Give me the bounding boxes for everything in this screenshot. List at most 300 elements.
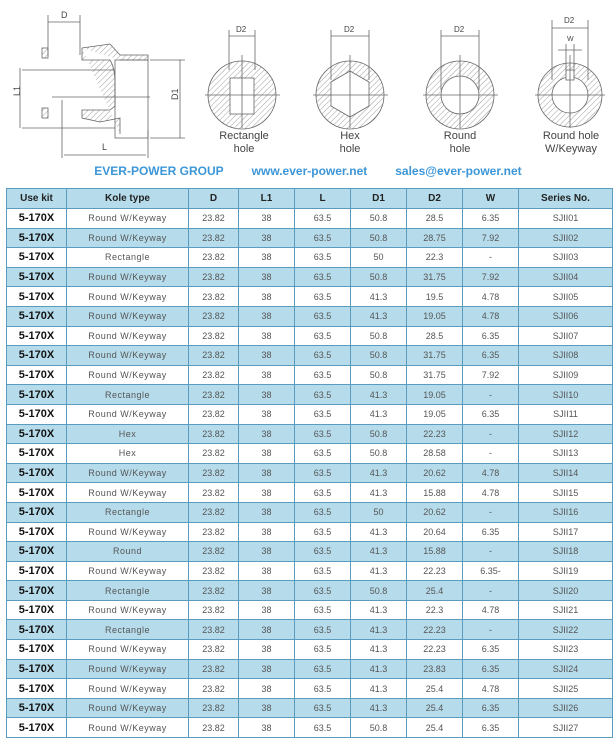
cell-d: 23.82	[189, 640, 239, 660]
cell-w: 6.35	[463, 209, 519, 229]
cell-w: -	[463, 542, 519, 562]
table-row	[7, 679, 613, 699]
cell-series-no: SJII24	[519, 659, 613, 679]
cell-w: 6.35	[463, 404, 519, 424]
cell-use-kit: 5-170X	[7, 502, 67, 522]
cell-kole-type: Round W/Keyway	[67, 679, 189, 699]
cell-use-kit: 5-170X	[7, 228, 67, 248]
table-row	[7, 600, 613, 620]
cell-kole-type: Rectangle	[67, 581, 189, 601]
cell-d1: 41.3	[351, 542, 407, 562]
cell-use-kit: 5-170X	[7, 698, 67, 718]
cell-series-no: SJII20	[519, 581, 613, 601]
cell-d: 23.82	[189, 679, 239, 699]
cell-l: 63.5	[295, 640, 351, 660]
cell-d2: 22.3	[407, 600, 463, 620]
cell-l1: 38	[239, 698, 295, 718]
cell-l1: 38	[239, 287, 295, 307]
cell-l1: 38	[239, 640, 295, 660]
cell-d: 23.82	[189, 228, 239, 248]
dim-label-l: L	[102, 142, 108, 152]
cell-d1: 41.3	[351, 385, 407, 405]
cell-d1: 41.3	[351, 463, 407, 483]
cell-use-kit: 5-170X	[7, 444, 67, 464]
cell-d: 23.82	[189, 209, 239, 229]
cell-l: 63.5	[295, 248, 351, 268]
hole-type-label: hole	[339, 143, 361, 155]
cell-l1: 38	[239, 502, 295, 522]
cell-use-kit: 5-170X	[7, 522, 67, 542]
cell-l: 63.5	[295, 581, 351, 601]
cell-w: -	[463, 581, 519, 601]
cell-w: -	[463, 620, 519, 640]
table-row	[7, 483, 613, 503]
cell-l: 63.5	[295, 424, 351, 444]
cell-d2: 28.58	[407, 444, 463, 464]
watermark-email: sales@ever-power.net	[395, 164, 522, 178]
dim-label-d2: D2	[564, 16, 575, 25]
cell-d2: 25.4	[407, 581, 463, 601]
cell-d2: 28.5	[407, 209, 463, 229]
column-header-kole-type: Kole type	[67, 189, 189, 209]
cell-kole-type: Round W/Keyway	[67, 287, 189, 307]
cell-series-no: SJII27	[519, 718, 613, 738]
cell-l1: 38	[239, 326, 295, 346]
cell-kole-type: Round W/Keyway	[67, 326, 189, 346]
table-row	[7, 385, 613, 405]
cell-use-kit: 5-170X	[7, 404, 67, 424]
cell-d2: 25.4	[407, 698, 463, 718]
cell-d1: 50	[351, 248, 407, 268]
column-header-w: W	[463, 189, 519, 209]
cell-series-no: SJII25	[519, 679, 613, 699]
hole-type-label: Hex	[340, 130, 360, 142]
round-hole-diagram	[423, 30, 498, 129]
cell-d: 23.82	[189, 424, 239, 444]
cell-l1: 38	[239, 561, 295, 581]
cell-l1: 38	[239, 346, 295, 366]
cell-series-no: SJII22	[519, 620, 613, 640]
cell-d1: 41.3	[351, 640, 407, 660]
cell-kole-type: Hex	[67, 424, 189, 444]
cell-kole-type: Round	[67, 542, 189, 562]
hex-hole-diagram	[313, 30, 388, 129]
cell-l: 63.5	[295, 326, 351, 346]
cell-use-kit: 5-170X	[7, 483, 67, 503]
table-row	[7, 718, 613, 738]
cell-use-kit: 5-170X	[7, 542, 67, 562]
column-header-l: L	[295, 189, 351, 209]
dim-label-l1: L1	[12, 85, 22, 96]
cell-kole-type: Round W/Keyway	[67, 522, 189, 542]
cell-series-no: SJII14	[519, 463, 613, 483]
cell-series-no: SJII26	[519, 698, 613, 718]
cell-use-kit: 5-170X	[7, 620, 67, 640]
cell-l1: 38	[239, 542, 295, 562]
cell-kole-type: Round W/Keyway	[67, 600, 189, 620]
cell-d1: 50.8	[351, 424, 407, 444]
cell-w: 6.35	[463, 640, 519, 660]
cell-kole-type: Rectangle	[67, 248, 189, 268]
cell-d2: 25.4	[407, 718, 463, 738]
cell-use-kit: 5-170X	[7, 640, 67, 660]
cell-series-no: SJII23	[519, 640, 613, 660]
table-row	[7, 561, 613, 581]
cell-d2: 22.23	[407, 424, 463, 444]
column-header-d2: D2	[407, 189, 463, 209]
cell-d1: 41.3	[351, 522, 407, 542]
cell-kole-type: Round W/Keyway	[67, 659, 189, 679]
table-row	[7, 267, 613, 287]
cell-use-kit: 5-170X	[7, 385, 67, 405]
cell-d1: 41.3	[351, 483, 407, 503]
cell-d1: 50.8	[351, 581, 407, 601]
hole-type-label: Round hole	[542, 130, 600, 142]
cell-series-no: SJII18	[519, 542, 613, 562]
cell-series-no: SJII02	[519, 228, 613, 248]
cell-w: 7.92	[463, 365, 519, 385]
dim-label-w: W	[567, 36, 574, 43]
cell-d1: 41.3	[351, 561, 407, 581]
cell-d1: 41.3	[351, 679, 407, 699]
cell-w: 4.78	[463, 287, 519, 307]
cell-kole-type: Round W/Keyway	[67, 718, 189, 738]
table-row	[7, 463, 613, 483]
table-row	[7, 306, 613, 326]
cell-series-no: SJII06	[519, 306, 613, 326]
table-row	[7, 581, 613, 601]
cell-use-kit: 5-170X	[7, 287, 67, 307]
table-row	[7, 424, 613, 444]
cell-w: -	[463, 424, 519, 444]
cell-use-kit: 5-170X	[7, 365, 67, 385]
cell-w: -	[463, 248, 519, 268]
cell-series-no: SJII12	[519, 424, 613, 444]
table-row	[7, 365, 613, 385]
cell-series-no: SJII09	[519, 365, 613, 385]
cell-l: 63.5	[295, 287, 351, 307]
cell-l: 63.5	[295, 620, 351, 640]
cell-l1: 38	[239, 620, 295, 640]
cell-kole-type: Hex	[67, 444, 189, 464]
cell-kole-type: Round W/Keyway	[67, 209, 189, 229]
cell-d1: 41.3	[351, 287, 407, 307]
cell-w: 6.35	[463, 346, 519, 366]
cell-d2: 20.62	[407, 502, 463, 522]
cell-use-kit: 5-170X	[7, 267, 67, 287]
cell-l: 63.5	[295, 698, 351, 718]
cell-w: 6.35	[463, 698, 519, 718]
cell-d: 23.82	[189, 483, 239, 503]
cell-w: -	[463, 502, 519, 522]
cell-kole-type: Round W/Keyway	[67, 267, 189, 287]
cell-series-no: SJII15	[519, 483, 613, 503]
cell-d: 23.82	[189, 365, 239, 385]
cell-kole-type: Round W/Keyway	[67, 346, 189, 366]
side-section-view	[20, 15, 185, 158]
watermark-group: EVER-POWER GROUP	[94, 164, 224, 178]
cell-d2: 15.88	[407, 483, 463, 503]
cell-d: 23.82	[189, 248, 239, 268]
specification-table	[6, 188, 613, 738]
cell-d: 23.82	[189, 267, 239, 287]
cell-d1: 50.8	[351, 365, 407, 385]
cell-w: -	[463, 444, 519, 464]
cell-d: 23.82	[189, 404, 239, 424]
cell-d2: 31.75	[407, 346, 463, 366]
table-row	[7, 326, 613, 346]
cell-w: 4.78	[463, 483, 519, 503]
cell-d1: 41.3	[351, 600, 407, 620]
cell-l: 63.5	[295, 306, 351, 326]
cell-kole-type: Round W/Keyway	[67, 365, 189, 385]
table-row	[7, 620, 613, 640]
cell-d2: 19.5	[407, 287, 463, 307]
table-row	[7, 640, 613, 660]
cell-l: 63.5	[295, 385, 351, 405]
cell-d2: 31.75	[407, 267, 463, 287]
cell-kole-type: Round W/Keyway	[67, 483, 189, 503]
table-row	[7, 522, 613, 542]
table-row	[7, 698, 613, 718]
cell-series-no: SJII19	[519, 561, 613, 581]
cell-l1: 38	[239, 209, 295, 229]
cell-d2: 19.05	[407, 404, 463, 424]
column-header-d1: D1	[351, 189, 407, 209]
column-header-l1: L1	[239, 189, 295, 209]
cell-series-no: SJII13	[519, 444, 613, 464]
cell-l: 63.5	[295, 600, 351, 620]
table-row	[7, 287, 613, 307]
dim-label-d2: D2	[454, 25, 465, 34]
cell-d2: 31.75	[407, 365, 463, 385]
cell-series-no: SJII01	[519, 209, 613, 229]
cell-l1: 38	[239, 600, 295, 620]
cell-use-kit: 5-170X	[7, 581, 67, 601]
hole-type-label: hole	[233, 143, 255, 155]
cell-l: 63.5	[295, 718, 351, 738]
cell-d1: 41.3	[351, 404, 407, 424]
cell-l: 63.5	[295, 404, 351, 424]
cell-use-kit: 5-170X	[7, 248, 67, 268]
cell-kole-type: Rectangle	[67, 502, 189, 522]
column-header-use-kit: Use kit	[7, 189, 67, 209]
cell-use-kit: 5-170X	[7, 209, 67, 229]
table-header-row	[7, 189, 613, 209]
cell-d2: 23.83	[407, 659, 463, 679]
cell-d1: 50.8	[351, 326, 407, 346]
cell-kole-type: Round W/Keyway	[67, 698, 189, 718]
cell-d1: 50.8	[351, 209, 407, 229]
cell-d2: 15.88	[407, 542, 463, 562]
hole-type-label: W/Keyway	[545, 143, 597, 155]
cell-d2: 28.5	[407, 326, 463, 346]
cell-l: 63.5	[295, 522, 351, 542]
cell-d: 23.82	[189, 346, 239, 366]
cell-l: 63.5	[295, 679, 351, 699]
cell-d: 23.82	[189, 463, 239, 483]
cell-kole-type: Round W/Keyway	[67, 561, 189, 581]
column-header-d: D	[189, 189, 239, 209]
cell-l: 63.5	[295, 365, 351, 385]
cell-w: 6.35-	[463, 561, 519, 581]
cell-use-kit: 5-170X	[7, 463, 67, 483]
cell-d: 23.82	[189, 542, 239, 562]
table-row	[7, 404, 613, 424]
cell-l: 63.5	[295, 267, 351, 287]
cell-l1: 38	[239, 522, 295, 542]
cell-l: 63.5	[295, 444, 351, 464]
cell-l1: 38	[239, 404, 295, 424]
watermark	[0, 162, 616, 180]
cell-use-kit: 5-170X	[7, 659, 67, 679]
cell-d: 23.82	[189, 326, 239, 346]
cell-l: 63.5	[295, 346, 351, 366]
cell-use-kit: 5-170X	[7, 600, 67, 620]
cell-d: 23.82	[189, 600, 239, 620]
table-row	[7, 346, 613, 366]
dim-label-d2: D2	[236, 25, 247, 34]
cell-l1: 38	[239, 463, 295, 483]
hole-type-label: Round	[443, 130, 477, 142]
cell-d1: 41.3	[351, 306, 407, 326]
cell-d2: 20.64	[407, 522, 463, 542]
cell-d: 23.82	[189, 385, 239, 405]
cell-d2: 22.23	[407, 561, 463, 581]
cell-series-no: SJII11	[519, 404, 613, 424]
cell-d1: 50.8	[351, 718, 407, 738]
cell-d: 23.82	[189, 444, 239, 464]
cell-kole-type: Rectangle	[67, 385, 189, 405]
cell-d2: 22.23	[407, 640, 463, 660]
cell-l: 63.5	[295, 209, 351, 229]
cell-d: 23.82	[189, 698, 239, 718]
cell-use-kit: 5-170X	[7, 561, 67, 581]
cell-series-no: SJII05	[519, 287, 613, 307]
cell-w: 6.35	[463, 326, 519, 346]
cell-kole-type: Round W/Keyway	[67, 404, 189, 424]
cell-w: 4.78	[463, 600, 519, 620]
cell-l1: 38	[239, 385, 295, 405]
cell-kole-type: Round W/Keyway	[67, 640, 189, 660]
cell-d1: 50	[351, 502, 407, 522]
cell-d: 23.82	[189, 561, 239, 581]
cell-l1: 38	[239, 267, 295, 287]
cell-d1: 50.8	[351, 267, 407, 287]
cell-w: 7.92	[463, 228, 519, 248]
table-row	[7, 659, 613, 679]
cell-d: 23.82	[189, 581, 239, 601]
cell-l1: 38	[239, 306, 295, 326]
column-header-series-no: Series No.	[519, 189, 613, 209]
cell-l: 63.5	[295, 228, 351, 248]
cell-d2: 19.05	[407, 385, 463, 405]
table-row	[7, 248, 613, 268]
cell-d: 23.82	[189, 522, 239, 542]
rectangle-hole-diagram	[205, 30, 280, 129]
cell-l: 63.5	[295, 463, 351, 483]
cell-d1: 50.8	[351, 444, 407, 464]
cell-l: 63.5	[295, 542, 351, 562]
cell-series-no: SJII16	[519, 502, 613, 522]
cell-l1: 38	[239, 248, 295, 268]
cell-w: 6.35	[463, 718, 519, 738]
cell-l: 63.5	[295, 561, 351, 581]
cell-series-no: SJII07	[519, 326, 613, 346]
cell-use-kit: 5-170X	[7, 718, 67, 738]
cell-l: 63.5	[295, 659, 351, 679]
cell-w: -	[463, 385, 519, 405]
dimension-diagram	[0, 0, 616, 185]
cell-d: 23.82	[189, 659, 239, 679]
cell-l1: 38	[239, 424, 295, 444]
cell-d1: 41.3	[351, 620, 407, 640]
cell-l1: 38	[239, 365, 295, 385]
watermark-website: www.ever-power.net	[251, 164, 368, 178]
cell-use-kit: 5-170X	[7, 679, 67, 699]
table-row	[7, 228, 613, 248]
cell-d1: 41.3	[351, 659, 407, 679]
cell-l1: 38	[239, 679, 295, 699]
table-row	[7, 542, 613, 562]
cell-use-kit: 5-170X	[7, 424, 67, 444]
cell-d: 23.82	[189, 306, 239, 326]
cell-l1: 38	[239, 483, 295, 503]
cell-use-kit: 5-170X	[7, 326, 67, 346]
cell-series-no: SJII10	[519, 385, 613, 405]
cell-w: 4.78	[463, 306, 519, 326]
cell-l1: 38	[239, 659, 295, 679]
cell-l: 63.5	[295, 483, 351, 503]
cell-d1: 50.8	[351, 228, 407, 248]
cell-l1: 38	[239, 581, 295, 601]
cell-d2: 22.3	[407, 248, 463, 268]
dim-label-d2: D2	[344, 25, 355, 34]
cell-d2: 19.05	[407, 306, 463, 326]
cell-d2: 25.4	[407, 679, 463, 699]
cell-kole-type: Round W/Keyway	[67, 306, 189, 326]
cell-kole-type: Round W/Keyway	[67, 228, 189, 248]
cell-series-no: SJII17	[519, 522, 613, 542]
cell-w: 4.78	[463, 679, 519, 699]
cell-l1: 38	[239, 718, 295, 738]
cell-w: 6.35	[463, 659, 519, 679]
table-row	[7, 502, 613, 522]
cell-series-no: SJII08	[519, 346, 613, 366]
cell-w: 4.78	[463, 463, 519, 483]
cell-l1: 38	[239, 228, 295, 248]
dim-label-d1: D1	[170, 88, 180, 100]
table-row	[7, 444, 613, 464]
cell-d: 23.82	[189, 287, 239, 307]
hole-type-label: Rectangle	[219, 130, 269, 142]
table-row	[7, 209, 613, 229]
cell-d: 23.82	[189, 620, 239, 640]
cell-series-no: SJII03	[519, 248, 613, 268]
cell-w: 6.35	[463, 522, 519, 542]
cell-d2: 20.62	[407, 463, 463, 483]
cell-d: 23.82	[189, 718, 239, 738]
cell-d: 23.82	[189, 502, 239, 522]
cell-l: 63.5	[295, 502, 351, 522]
cell-d2: 22.23	[407, 620, 463, 640]
dim-label-d: D	[61, 10, 68, 20]
hole-type-label: hole	[449, 143, 471, 155]
cell-kole-type: Round W/Keyway	[67, 463, 189, 483]
cell-use-kit: 5-170X	[7, 306, 67, 326]
cell-d2: 28.75	[407, 228, 463, 248]
cell-w: 7.92	[463, 267, 519, 287]
